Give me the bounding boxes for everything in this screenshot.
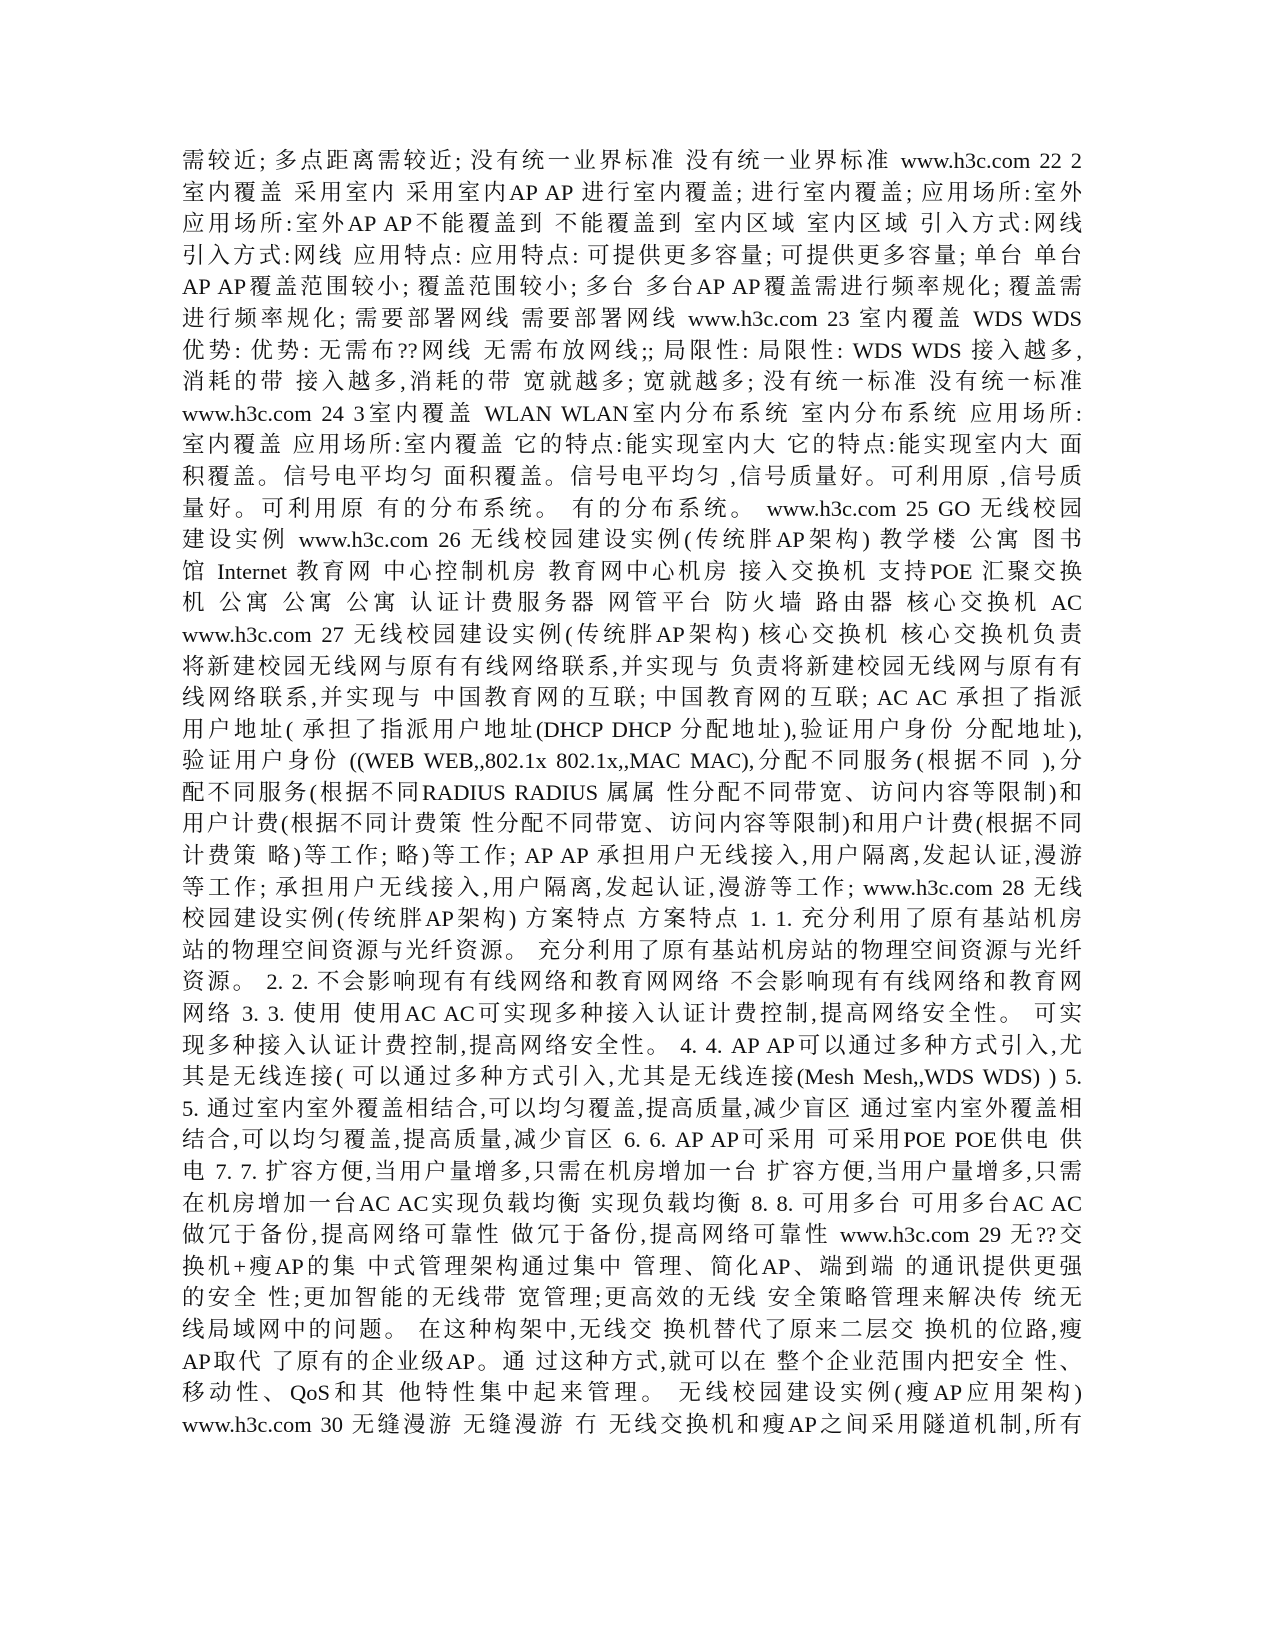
text-line: 资源。 2. 2. 不会影响现有有线网络和教育网网络 不会影响现有有线网络和教育网 <box>182 969 1082 995</box>
text-line: 将新建校园无线网与原有有线网络联系,并实现与 负责将新建校园无线网与原有有 <box>182 653 1082 679</box>
text-line: 室内覆盖 采用室内 采用室内AP AP 进行室内覆盖; 进行室内覆盖; 应用场所:室外 <box>182 179 1082 205</box>
text-line: 线局域网中的问题。 在这种构架中,无线交 换机替代了原来二层交 换机的位路,瘦 <box>182 1316 1082 1342</box>
text-line: 机 公寓 公寓 公寓 认证计费服务器 网管平台 防火墙 路由器 核心交换机 AC <box>182 590 1082 616</box>
text-line: 验证用户身份 ((WEB WEB,,802.1x 802.1x,,MAC MAC),分配不同服务(根据不同 ),分 <box>182 748 1082 774</box>
text-line: 网络 3. 3. 使用 使用AC AC可实现多种接入认证计费控制,提高网络安全性。 可实 <box>182 1001 1082 1027</box>
text-line: 积覆盖。信号电平均匀 面积覆盖。信号电平均匀 ,信号质量好。可利用原 ,信号质 <box>182 463 1082 489</box>
text-line: 现多种接入认证计费控制,提高网络安全性。 4. 4. AP AP可以通过多种方式引入,尤 <box>182 1032 1082 1058</box>
body-text <box>182 145 1082 1440</box>
text-line: 计费策 略)等工作; 略)等工作; AP AP 承担用户无线接入,用户隔离,发起认证,漫游 <box>182 843 1082 869</box>
text-line: 量好。可利用原 有的分布系统。 有的分布系统。 www.h3c.com 25 GO 无线校园 <box>182 495 1082 521</box>
text-line: 5. 通过室内室外覆盖相结合,可以均匀覆盖,提高质量,减少盲区 通过室内室外覆盖相 <box>182 1095 1082 1121</box>
text-line: 其是无线连接( 可以通过多种方式引入,尤其是无线连接(Mesh Mesh,,WDS WDS) ) 5. <box>182 1064 1082 1090</box>
text-line: 在机房增加一台AC AC实现负载均衡 实现负载均衡 8. 8. 可用多台 可用多台AC AC <box>182 1190 1082 1216</box>
text-line: 换机+瘦AP的集 中式管理架构通过集中 管理、简化AP、端到端 的通讯提供更强 <box>182 1253 1082 1279</box>
text-line: 引入方式:网线 应用特点: 应用特点: 可提供更多容量; 可提供更多容量; 单台 单台 <box>182 242 1082 268</box>
text-line: 消耗的带 接入越多,消耗的带 宽就越多; 宽就越多; 没有统一标准 没有统一标准 <box>182 369 1082 395</box>
text-line: 做冗于备份,提高网络可靠性 做冗于备份,提高网络可靠性 www.h3c.com 29 无??交 <box>182 1222 1082 1248</box>
text-line: AP取代 了原有的企业级AP。通 过这种方式,就可以在 整个企业范围内把安全 性、 <box>182 1348 1082 1374</box>
text-line: www.h3c.com 24 3室内覆盖 WLAN WLAN室内分布系统 室内分布系统 应用场所: <box>182 400 1082 426</box>
text-line: 馆 Internet 教育网 中心控制机房 教育网中心机房 接入交换机 支持POE 汇聚交换 <box>182 558 1082 584</box>
text-line: 配不同服务(根据不同RADIUS RADIUS 属属 性分配不同带宽、访问内容等限制)和 <box>182 779 1082 805</box>
text-line: 室内覆盖 应用场所:室内覆盖 它的特点:能实现室内大 它的特点:能实现室内大 面 <box>182 432 1082 458</box>
text-line: 移动性、QoS和其 他特性集中起来管理。 无线校园建设实例(瘦AP应用架构) <box>182 1380 1082 1406</box>
text-line: 用户计费(根据不同计费策 性分配不同带宽、访问内容等限制)和用户计费(根据不同 <box>182 811 1082 837</box>
text-line: 优势: 优势: 无需布??网线 无需布放网线;; 局限性: 局限性: WDS WDS 接入越多, <box>182 337 1082 363</box>
text-line: AP AP覆盖范围较小; 覆盖范围较小; 多台 多台AP AP覆盖需进行频率规化; 覆盖需 <box>182 274 1082 300</box>
text-line: 电 7. 7. 扩容方便,当用户量增多,只需在机房增加一台 扩容方便,当用户量增多,只需 <box>182 1159 1082 1184</box>
text-line: 用户地址( 承担了指派用户地址(DHCP DHCP 分配地址),验证用户身份 分配地址), <box>182 716 1082 742</box>
text-line: www.h3c.com 27 无线校园建设实例(传统胖AP架构) 核心交换机 核心交换机负责 <box>182 621 1082 647</box>
text-line: 校园建设实例(传统胖AP架构) 方案特点 方案特点 1. 1. 充分利用了原有基站机房 <box>182 906 1082 932</box>
text-line: 线网络联系,并实现与 中国教育网的互联; 中国教育网的互联; AC AC 承担了指派 <box>182 685 1082 711</box>
text-line: www.h3c.com 30 无缝漫游 无缝漫游 冇 无线交换机和瘦AP之间采用隧道机制,所有 <box>182 1411 1082 1437</box>
text-line: 进行频率规化; 需要部署网线 需要部署网线 www.h3c.com 23 室内覆盖 WDS WDS <box>182 305 1082 331</box>
text-line: 等工作; 承担用户无线接入,用户隔离,发起认证,漫游等工作; www.h3c.com 28 无线 <box>182 874 1082 900</box>
text-line: 站的物理空间资源与光纤资源。 充分利用了原有基站机房站的物理空间资源与光纤 <box>182 937 1082 963</box>
text-line: 结合,可以均匀覆盖,提高质量,减少盲区 6. 6. AP AP可采用 可采用POE POE供电 供 <box>182 1127 1082 1153</box>
text-line: 的安全 性;更加智能的无线带 宽管理;更高效的无线 安全策略管理来解决传 统无 <box>182 1285 1082 1311</box>
text-line: 需较近; 多点距离需较近; 没有统一业界标准 没有统一业界标准 www.h3c.com 22 2 <box>182 148 1082 173</box>
text-line: 应用场所:室外AP AP不能覆盖到 不能覆盖到 室内区域 室内区域 引入方式:网线 <box>182 211 1082 237</box>
text-line: 建设实例 www.h3c.com 26 无线校园建设实例(传统胖AP架构) 教学楼 公寓 图书 <box>182 527 1082 553</box>
